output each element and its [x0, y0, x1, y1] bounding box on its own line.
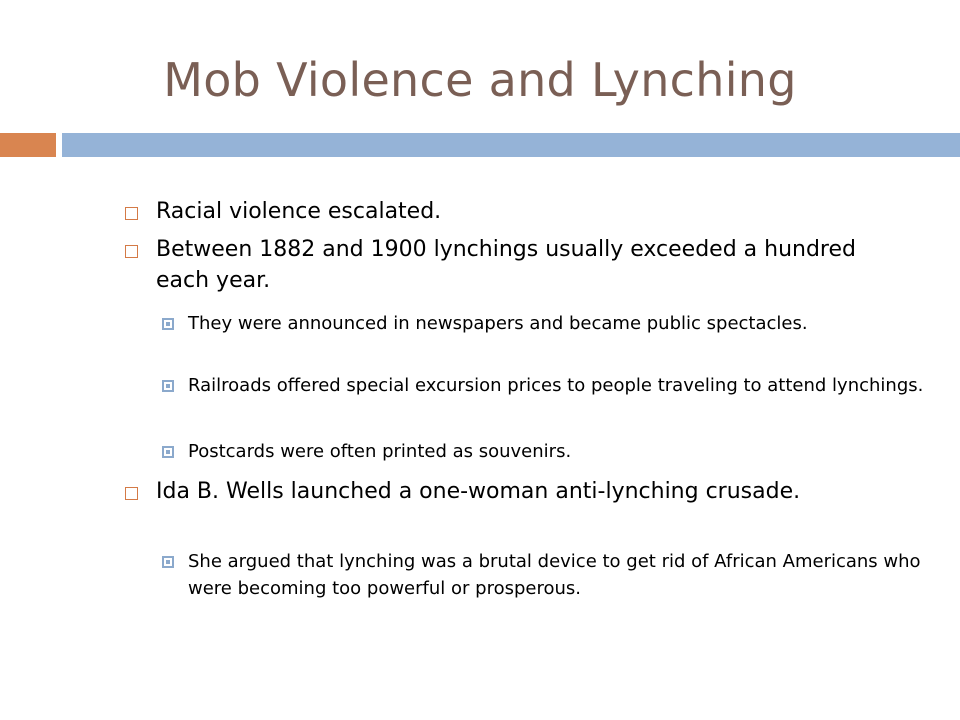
sub-bullet-text: They were announced in newspapers and became public spectacles. [188, 313, 808, 334]
slide-title: Mob Violence and Lynching [163, 53, 797, 107]
sub-bullet-text: Postcards were often printed as souvenirs. [188, 441, 572, 462]
sub-bullet-text: She argued that lynching was a brutal device to get rid of African Americans who were becoming too powerful or prosperous. [188, 551, 921, 599]
filled-square-bullet-icon [162, 556, 174, 568]
bullet-text: Ida B. Wells launched a one-woman anti-lynching crusade. [156, 479, 801, 504]
bullet-text: Between 1882 and 1900 lynchings usually exceeded a hundred each year. [156, 237, 856, 293]
bullet-text: Racial violence escalated. [156, 199, 442, 224]
filled-square-bullet-icon [162, 318, 174, 330]
square-bullet-icon [125, 487, 138, 500]
sub-bullet-text: Railroads offered special excursion prices to people traveling to attend lynchings. [188, 375, 924, 396]
square-bullet-icon [125, 245, 138, 258]
filled-square-bullet-icon [162, 380, 174, 392]
filled-square-bullet-icon [162, 446, 174, 458]
square-bullet-icon [125, 207, 138, 220]
